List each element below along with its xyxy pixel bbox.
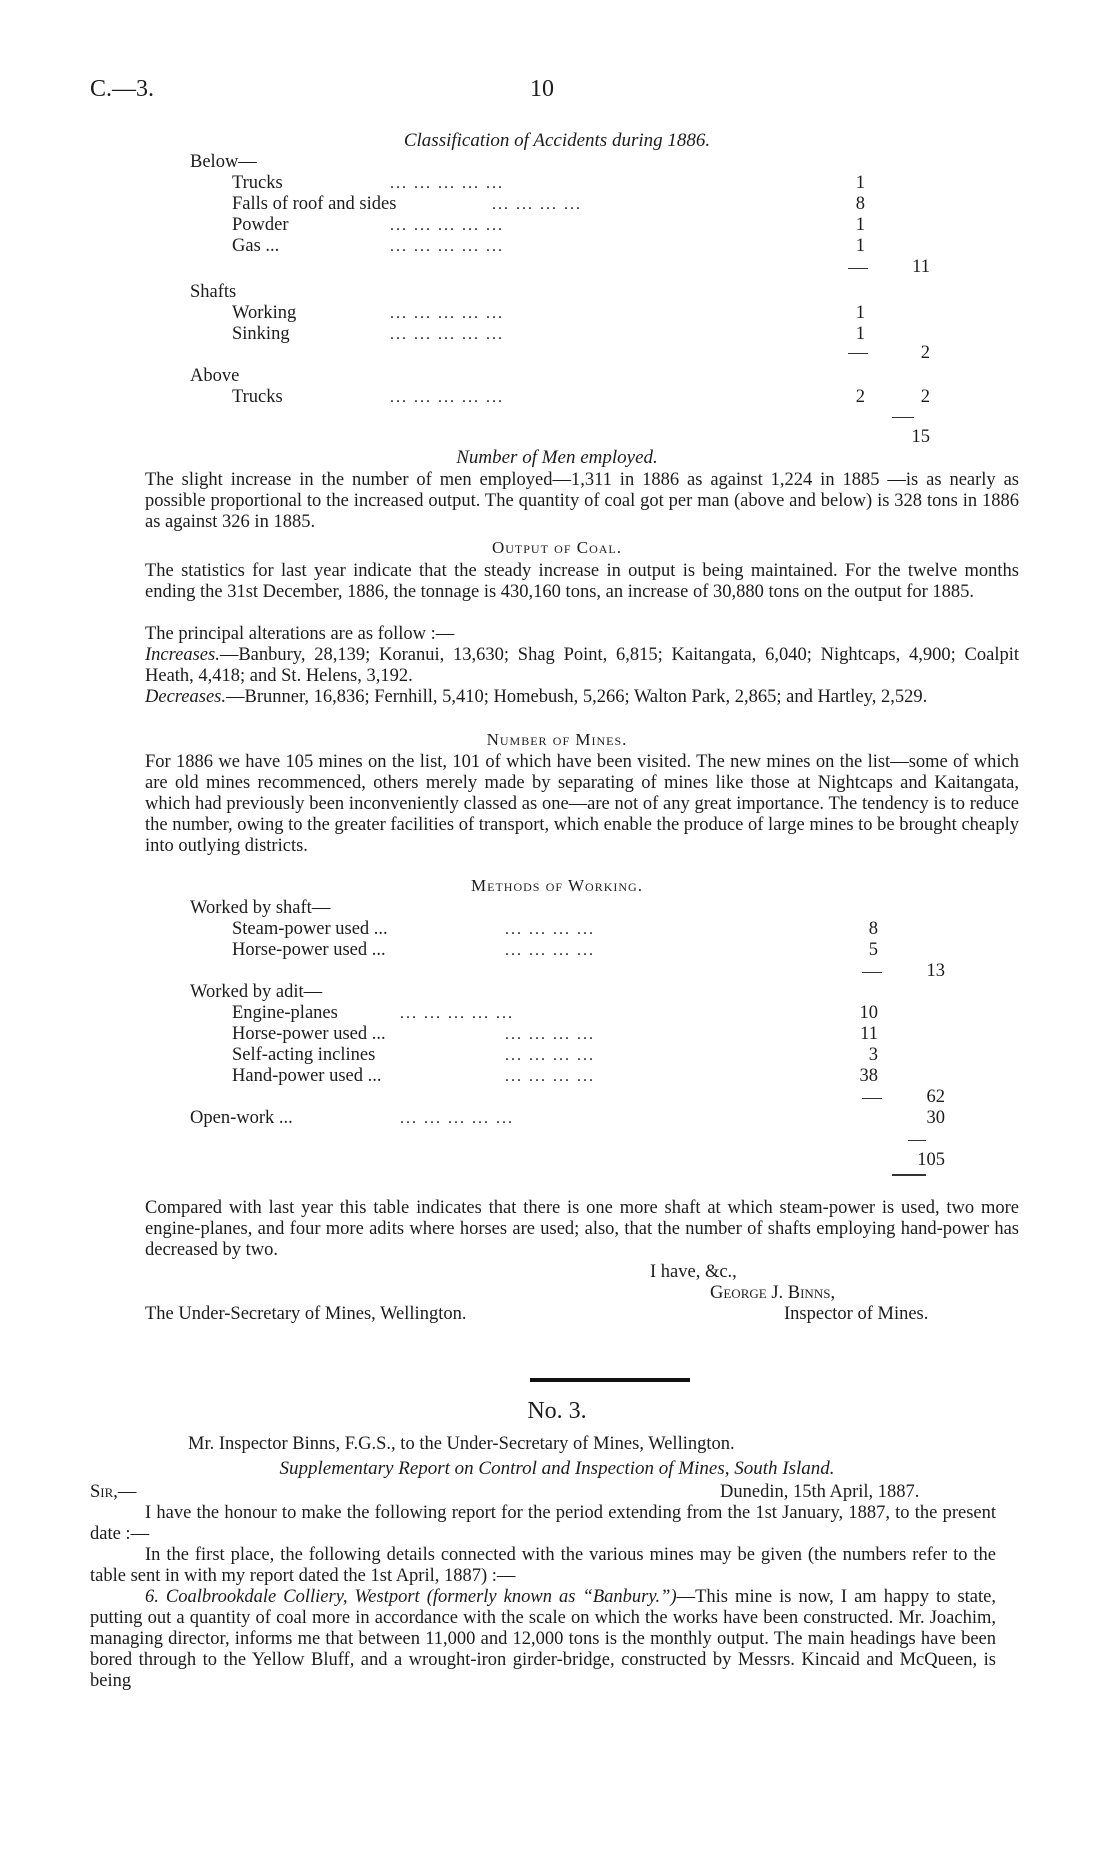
row-label: Hand-power used ...	[232, 1066, 382, 1086]
row-label: Trucks	[232, 387, 283, 407]
group-label: Below—	[190, 152, 257, 172]
row-label: Sinking	[232, 324, 290, 344]
leader-dots: ... ... ... ...	[505, 1026, 595, 1043]
openwork-label: Open-work ...	[190, 1108, 293, 1128]
group-subtotal: 2	[920, 343, 930, 363]
document-code: C.—3.	[90, 76, 155, 102]
leader-dots: ... ... ... ... ...	[390, 389, 504, 406]
row-label: Working	[232, 303, 297, 323]
row-value: 1	[855, 215, 865, 235]
methods-total: 105	[917, 1150, 945, 1170]
leader-dots: ... ... ... ... ...	[390, 238, 504, 255]
group-subtotal: 62	[926, 1087, 945, 1107]
signatory-name: George J. Binns,	[710, 1283, 836, 1303]
row-label: Trucks	[232, 173, 283, 193]
row-label: Self-acting inclines	[232, 1045, 376, 1065]
rule-dash	[862, 1098, 882, 1099]
leader-dots: ... ... ... ...	[505, 942, 595, 959]
mine-name: 6. Coalbrookdale Colliery, Westport (formerly known as “Banbury.”)	[145, 1587, 677, 1607]
row-label: Steam-power used ...	[232, 919, 388, 939]
row-value: 10	[859, 1003, 878, 1023]
decreases-label: Decreases.	[145, 687, 226, 707]
mines-heading: Number of Mines.	[486, 730, 628, 749]
page-number: 10	[530, 76, 554, 102]
row-value: 38	[859, 1066, 878, 1086]
row-label: Gas ...	[232, 236, 280, 256]
row-value: 1	[855, 236, 865, 256]
group-subtotal: 13	[926, 961, 945, 981]
place-date: Dunedin, 15th April, 1887.	[720, 1482, 920, 1502]
decreases-paragraph	[145, 687, 1019, 708]
group-subtotal: 2	[920, 387, 930, 407]
row-value: 1	[855, 324, 865, 344]
leader-dots: ... ... ... ... ...	[390, 217, 504, 234]
openwork-value: 30	[926, 1108, 945, 1128]
group-subtotal: 11	[912, 257, 930, 277]
output-paragraph: The statistics for last year indicate that the steady increase in output is being maintained. For the twelve months ending the 31st December, 1886, the tonnage is 430,160 tons, an increase of 30,880 tons on the output for 1885.	[145, 561, 1019, 602]
leader-dots: ... ... ... ...	[505, 921, 595, 938]
report-subtitle: Supplementary Report on Control and Inspection of Mines, South Island.	[279, 1458, 835, 1479]
addressee: The Under-Secretary of Mines, Wellington.	[145, 1304, 467, 1324]
mine-text: —This mine is now, I am happy to state, putting out a quantity of coal more in accordance with the scale on which the works have been constructed. Mr. Joachim, managing director, informs me that between 11,000 and 12,000 tons is the monthly output. The main headings have been bored through to the Yellow Bluff, and a wrought-iron girder-bridge, constructed by Messrs. Kincaid and McQueen, is being	[90, 1587, 996, 1691]
leader-dots: ... ... ... ... ...	[390, 305, 504, 322]
group-label: Worked by shaft—	[190, 898, 331, 918]
leader-dots: ... ... ... ... ...	[400, 1110, 514, 1127]
increases-label: Increases.	[145, 645, 220, 665]
methods-heading: Methods of Working.	[471, 876, 643, 895]
row-value: 2	[855, 387, 865, 407]
closing: I have, &c.,	[650, 1262, 737, 1282]
rule-double	[892, 1174, 926, 1176]
row-value: 3	[868, 1045, 878, 1065]
rule-dash	[848, 268, 868, 269]
output-alterations-intro: The principal alterations are as follow :—	[145, 624, 455, 644]
accidents-caption: Classification of Accidents during 1886.	[403, 130, 711, 151]
leader-dots: ... ... ... ...	[505, 1068, 595, 1085]
leader-dots: ... ... ... ... ...	[390, 326, 504, 343]
row-value: 5	[868, 940, 878, 960]
signatory-title: Inspector of Mines.	[784, 1304, 929, 1324]
report-paragraph-3	[90, 1587, 996, 1692]
row-value: 8	[868, 919, 878, 939]
from-line: Mr. Inspector Binns, F.G.S., to the Under-Secretary of Mines, Wellington.	[188, 1434, 735, 1454]
increases-paragraph	[145, 645, 1019, 687]
leader-dots: ... ... ... ...	[492, 196, 582, 213]
salutation: Sir,—	[90, 1482, 137, 1502]
row-value: 1	[855, 303, 865, 323]
leader-dots: ... ... ... ...	[505, 1047, 595, 1064]
rule-dash	[848, 353, 868, 354]
section-rule	[530, 1378, 690, 1382]
decreases-text: —Brunner, 16,836; Fernhill, 5,410; Homebush, 5,266; Walton Park, 2,865; and Hartley, 2,529.	[226, 687, 928, 707]
rule-dash	[908, 1140, 926, 1141]
row-value: 8	[855, 194, 865, 214]
group-label: Above	[190, 366, 240, 386]
group-label: Shafts	[190, 282, 237, 302]
row-label: Falls of roof and sides	[232, 194, 397, 214]
rule-dash	[892, 417, 914, 418]
increases-text: —Banbury, 28,139; Koranui, 13,630; Shag Point, 6,815; Kaitangata, 6,040; Nightcaps, 4,900; Coalpit Heath, 4,418; and St. Helens, 3,192.	[145, 645, 1019, 686]
row-label: Horse-power used ...	[232, 940, 386, 960]
leader-dots: ... ... ... ... ...	[400, 1005, 514, 1022]
section-number: No. 3.	[527, 1398, 587, 1424]
report-paragraph-2: In the first place, the following details connected with the various mines may be given (the numbers refer to the table sent in with my report dated the 1st April, 1887) :—	[90, 1545, 996, 1586]
men-paragraph: The slight increase in the number of men employed—1,311 in 1886 as against 1,224 in 1885 —is as nearly as possible proportional to the increased output. The quantity of coal got per man (above and below) is 328 tons in 1886 as against 326 in 1885.	[145, 470, 1019, 532]
row-value: 1	[855, 173, 865, 193]
accidents-total: 15	[911, 427, 930, 447]
group-label: Worked by adit—	[190, 982, 323, 1002]
rule-dash	[862, 972, 882, 973]
men-caption: Number of Men employed.	[456, 447, 658, 468]
row-label: Engine-planes	[232, 1003, 338, 1023]
output-heading: Output of Coal.	[491, 538, 623, 557]
mines-paragraph: For 1886 we have 105 mines on the list, 101 of which have been visited. The new mines on the list—some of which are old mines recommenced, others merely made by separating of mines like those at Nightcaps and Kaitangata, which had previously been inconveniently classed as one—are not of any great importance. The tendency is to reduce the number, owing to the greater facilities of transport, which enable the produce of large mines to be brought cheaply into outlying districts.	[145, 752, 1019, 856]
row-label: Powder	[232, 215, 289, 235]
report-paragraph-1: I have the honour to make the following report for the period extending from the 1st January, 1887, to the present date :—	[90, 1503, 996, 1544]
row-value: 11	[860, 1024, 878, 1044]
leader-dots: ... ... ... ... ...	[390, 175, 504, 192]
compared-paragraph: Compared with last year this table indicates that there is one more shaft at which steam-power is used, two more engine-planes, and four more adits where horses are used; also, that the number of shafts employing hand-power has decreased by two.	[145, 1198, 1019, 1260]
row-label: Horse-power used ...	[232, 1024, 386, 1044]
